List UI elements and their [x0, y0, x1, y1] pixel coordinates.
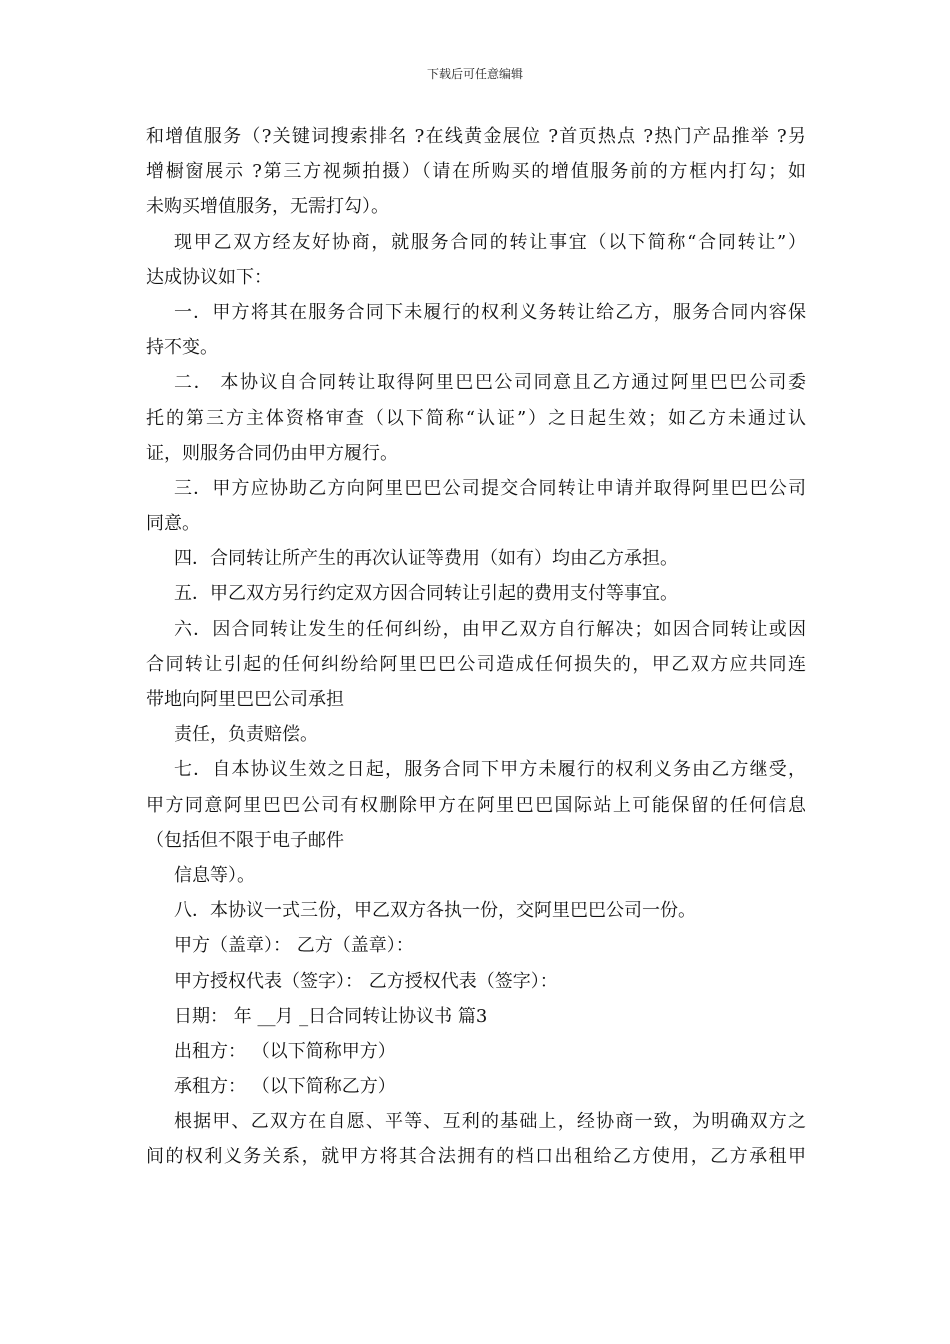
text-line: 四．合同转让所产生的再次认证等费用（如有）均由乙方承担。 — [174, 548, 678, 570]
text-line: 同意。 — [146, 513, 200, 535]
text-line: 间的权利义务关系，就甲方将其合法拥有的档口出租给乙方使用，乙方承租甲 — [146, 1146, 806, 1168]
text-line: 证，则服务合同仍由甲方履行。 — [146, 442, 398, 464]
text-line: 未购买增值服务，无需打勾）。 — [146, 196, 389, 218]
text-line: 五．甲乙双方另行约定双方因合同转让引起的费用支付等事宜。 — [174, 583, 678, 605]
text-line: 和增值服务（?关键词搜索排名 ?在线黄金展位 ?首页热点 ?热门产品推举 ?另 — [146, 126, 806, 147]
text-line: 信息等）。 — [174, 864, 255, 886]
text-line: 出租方： （以下简称甲方） — [174, 1040, 396, 1062]
text-line: 甲方（盖章）： 乙方（盖章）： — [174, 935, 414, 957]
text-line: 达成协议如下： — [146, 266, 272, 288]
text-line: （包括但不限于电子邮件 — [146, 829, 344, 851]
document-body — [146, 119, 806, 1175]
text-line: 现甲乙双方经友好协商，就服务合同的转让事宜（以下简称“合同转让”） — [174, 231, 806, 253]
text-line: 三．甲方应协助乙方向阿里巴巴公司提交合同转让申请并取得阿里巴巴公司 — [174, 477, 806, 499]
text-line: 合同转让引起的任何纠纷给阿里巴巴公司造成任何损失的，甲乙双方应共同连 — [146, 653, 806, 675]
text-line: 责任，负责赔偿。 — [174, 724, 318, 746]
text-line: 托的第三方主体资格审查（以下简称“认证”）之日起生效；如乙方未通过认 — [146, 407, 806, 429]
text-line: 八．本协议一式三份，甲乙双方各执一份，交阿里巴巴公司一份。 — [174, 900, 696, 922]
text-line: 带地向阿里巴巴公司承担 — [146, 689, 344, 710]
text-line: 二． 本协议自合同转让取得阿里巴巴公司同意且乙方通过阿里巴巴公司委 — [174, 372, 806, 394]
text-line: 日期： 年 __月 _日合同转让协议书 篇3 — [174, 1005, 488, 1027]
text-line: 持不变。 — [146, 337, 218, 359]
text-line: 承租方： （以下简称乙方） — [174, 1076, 396, 1098]
text-line: 六．因合同转让发生的任何纠纷，由甲乙双方自行解决；如因合同转让或因 — [174, 618, 806, 640]
text-line: 根据甲、乙双方在自愿、平等、互利的基础上，经协商一致，为明确双方之 — [174, 1111, 806, 1133]
text-line: 七．自本协议生效之日起，服务合同下甲方未履行的权利义务由乙方继受， — [174, 759, 806, 781]
text-line: 增橱窗展示 ?第三方视频拍摄）（请在所购买的增值服务前的方框内打勾；如 — [146, 161, 806, 183]
text-line: 甲方同意阿里巴巴公司有权删除甲方在阿里巴巴国际站上可能保留的任何信息 — [146, 794, 806, 816]
page-header: 下载后可任意编辑 — [426, 67, 523, 81]
text-line: 一．甲方将其在服务合同下未履行的权利义务转让给乙方，服务合同内容保 — [174, 301, 806, 323]
text-line: 甲方授权代表（签字）： 乙方授权代表（签字）： — [174, 970, 558, 992]
